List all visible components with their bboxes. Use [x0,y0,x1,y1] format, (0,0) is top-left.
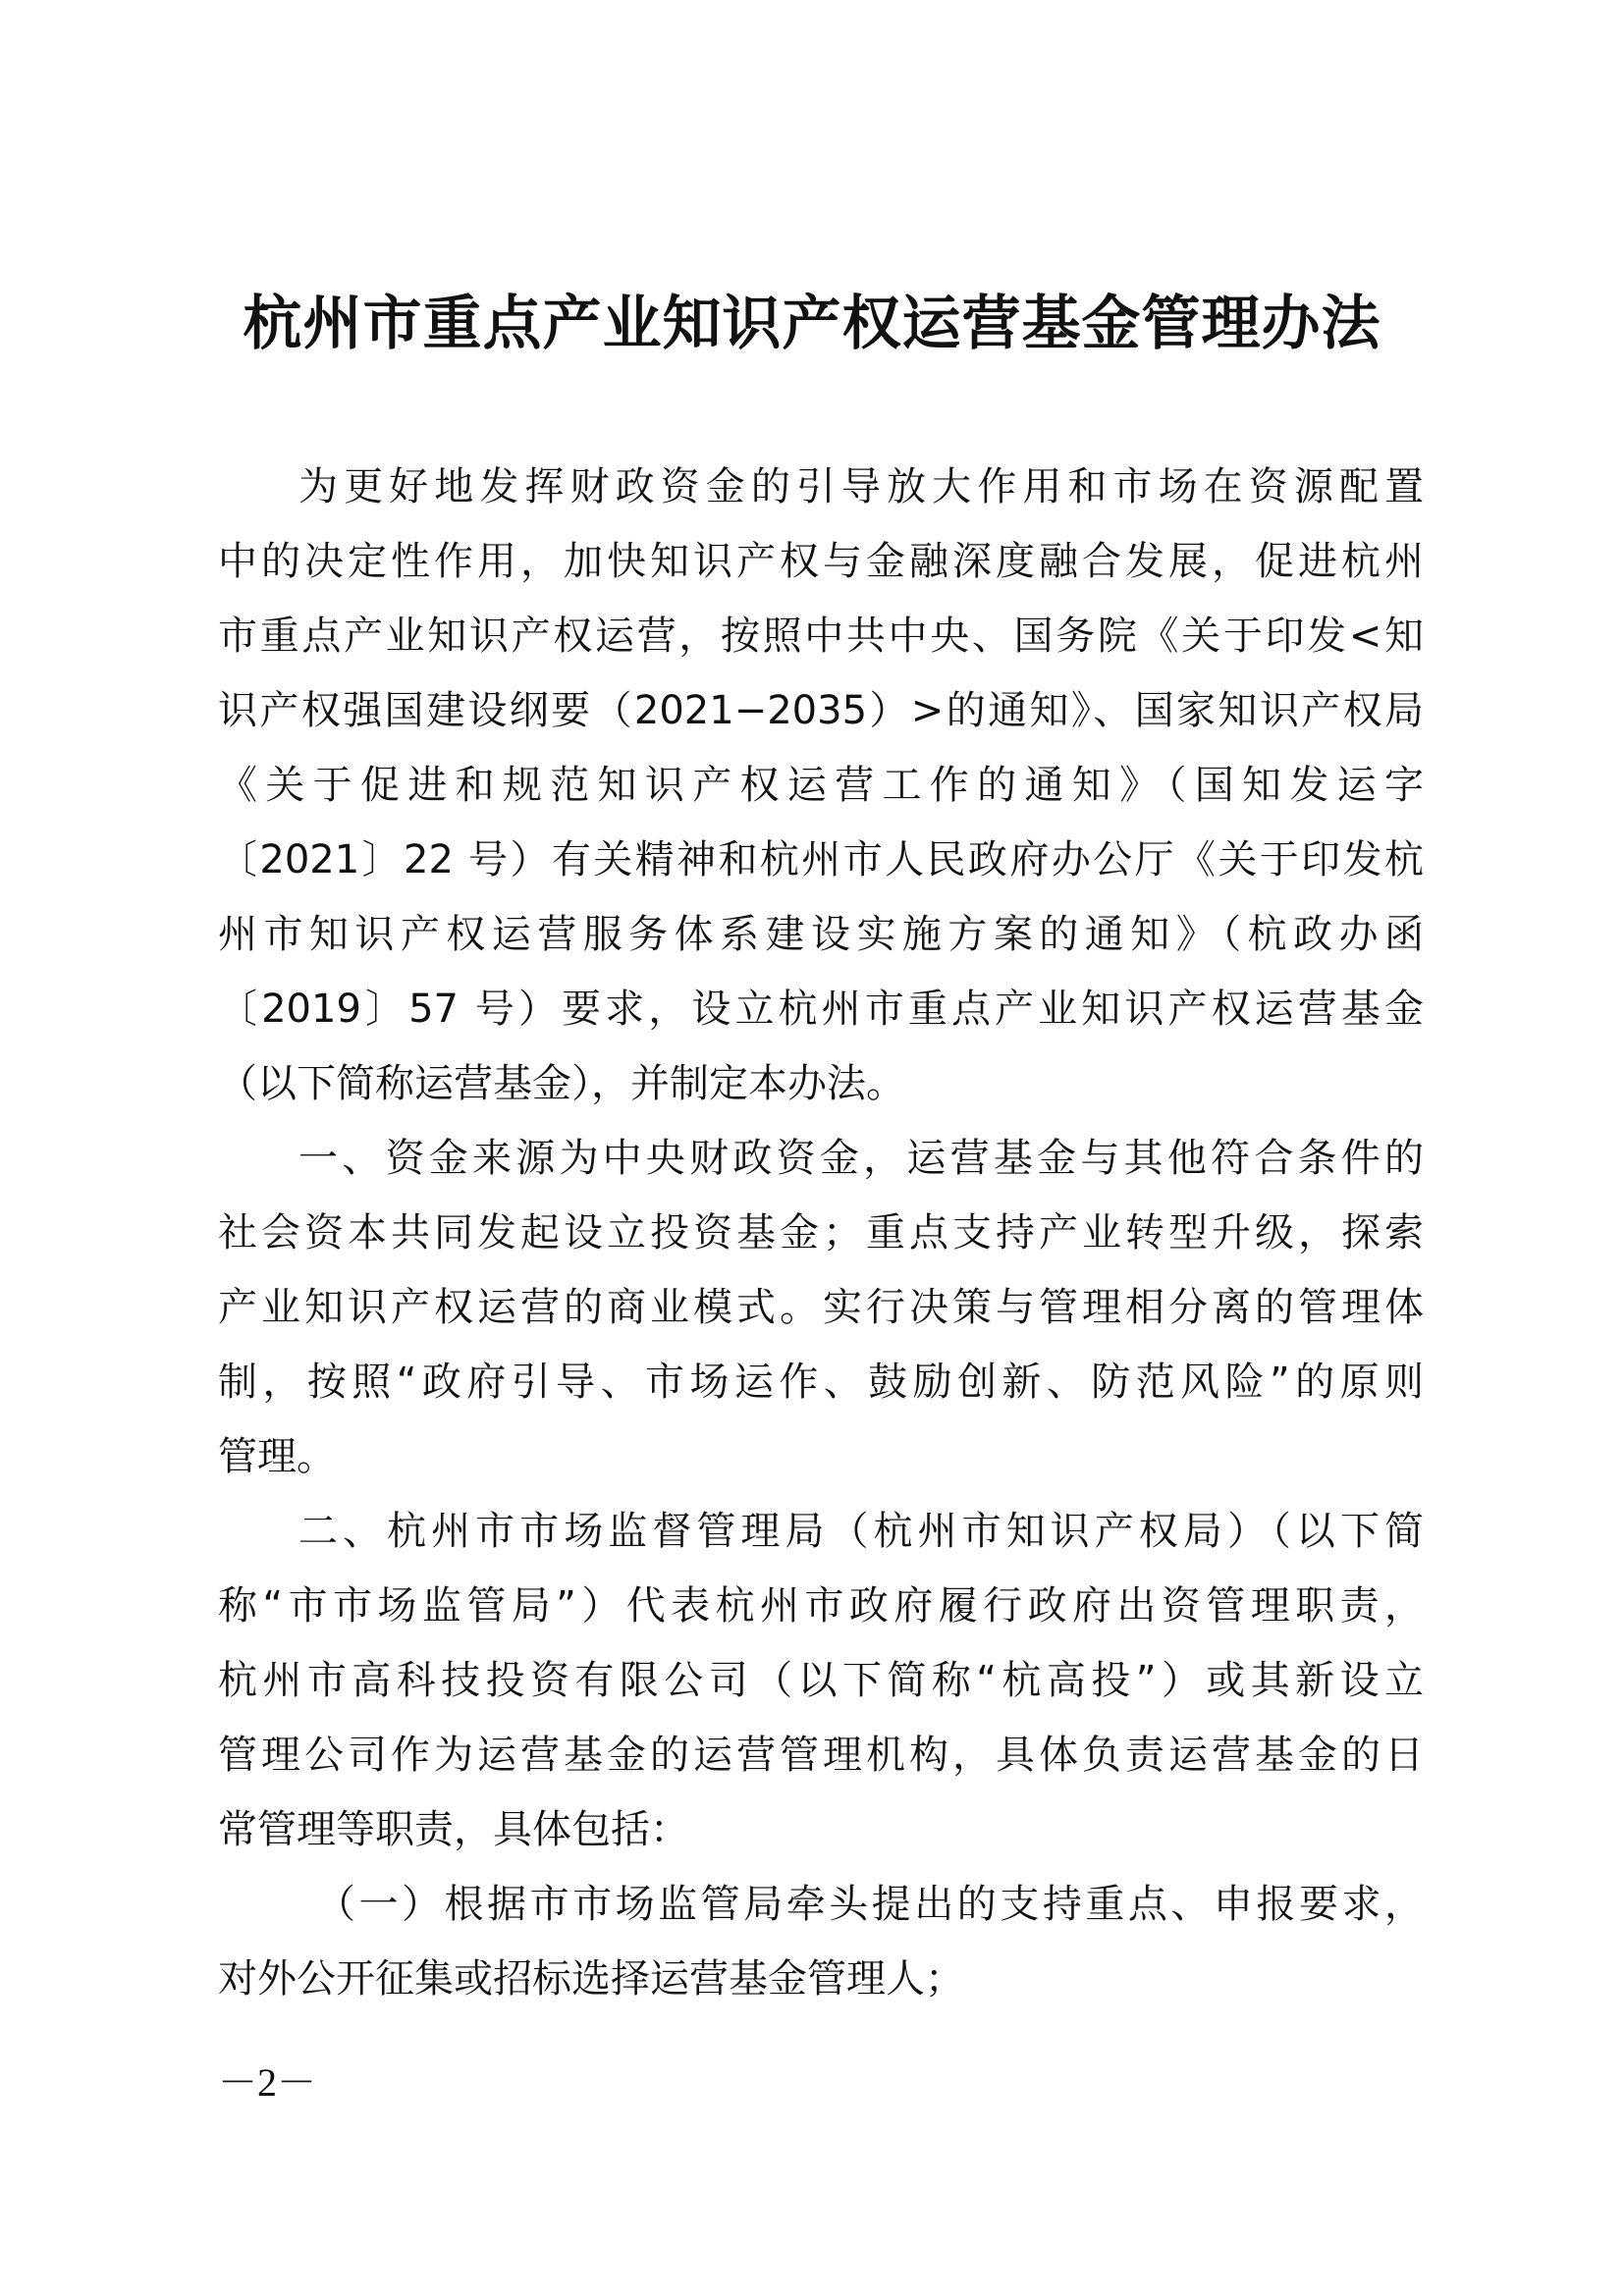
paragraph-intro [218,450,1424,1121]
text-line: 产业知识产权运营的商业模式。实行决策与管理相分离的管理体 [218,1285,1424,1330]
paragraph-article-1 [218,1121,1424,1494]
text-line: 管理公司作为运营基金的运营管理机构，具体负责运营基金的日 [218,1733,1424,1778]
text-line: 常管理等职责，具体包括： [218,1807,689,1852]
text-line: 对外公开征集或招标选择运营基金管理人； [218,1956,964,2002]
text-line: 〔2019〕57 号）要求，设立杭州市重点产业知识产权运营基金 [218,987,1424,1032]
text-line: 《关于促进和规范知识产权运营工作的通知》（国知发运字 [218,763,1424,808]
text-line: 〔2021〕22 号）有关精神和杭州市人民政府办公厅《关于印发杭 [218,837,1424,882]
text-line: 二、杭州市市场监督管理局（杭州市知识产权局）（以下简 [298,1509,1424,1554]
paragraph-article-2 [218,1494,1424,1867]
page-number: －2－ [218,2060,316,2105]
text-line: （以下简称运营基金），并制定本办法。 [218,1061,905,1106]
text-line: 识产权强国建设纲要（2021−2035）>的通知》、国家知识产权局 [218,688,1424,733]
text-line: 市重点产业知识产权运营，按照中共中央、国务院《关于印发<知 [218,614,1424,659]
paragraph-item-1 [218,1867,1424,2016]
document-title: 杭州市重点产业知识产权运营基金管理办法 [243,290,1381,358]
text-line: 为更好地发挥财政资金的引导放大作用和市场在资源配置 [298,464,1424,509]
text-line: 管理。 [218,1434,336,1479]
text-line: 一、资金来源为中央财政资金，运营基金与其他符合条件的 [298,1136,1424,1181]
text-line: 杭州市高科技投资有限公司（以下简称“杭高投”）或其新设立 [218,1658,1424,1703]
text-line: 制，按照“政府引导、市场运作、鼓励创新、防范风险”的原则 [218,1360,1424,1405]
text-line: 称“市市场监管局”）代表杭州市政府履行政府出资管理职责， [218,1583,1424,1629]
text-line: 州市知识产权运营服务体系建设实施方案的通知》（杭政办函 [218,912,1424,957]
text-line: 社会资本共同发起设立投资基金；重点支持产业转型升级，探索 [218,1210,1424,1255]
document-body [218,450,1424,2016]
text-line: （一）根据市市场监管局牵头提出的支持重点、申报要求， [316,1882,1424,1927]
text-line: 中的决定性作用，加快知识产权与金融深度融合发展，促进杭州 [218,539,1424,584]
